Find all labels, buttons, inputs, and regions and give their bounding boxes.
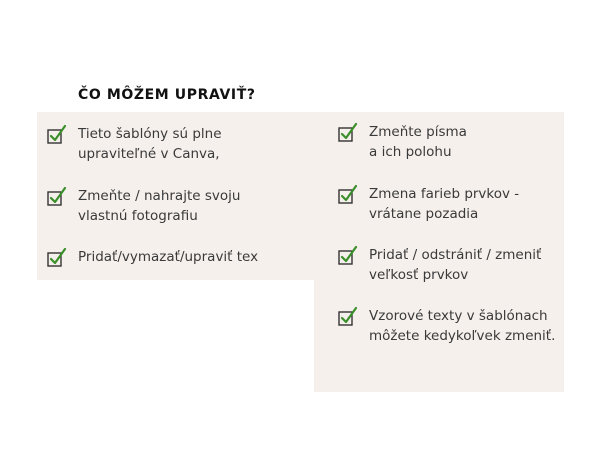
- item-line: Pridať/vymazať/upraviť tex: [78, 249, 259, 265]
- item-line: Vzorové texty v šablónach: [369, 308, 548, 324]
- item-line: veľkosť prvkov: [369, 267, 469, 283]
- check-box-icon: [337, 184, 359, 206]
- item-line: Zmeňte písma: [369, 124, 467, 140]
- item-line: Zmeňte / nahrajte svoju: [78, 188, 241, 204]
- feature-item-text: [369, 184, 519, 224]
- feature-item-text: [369, 122, 467, 162]
- feature-item-text: [78, 124, 222, 164]
- check-box-icon: [337, 122, 359, 144]
- check-box-icon: [46, 247, 68, 269]
- item-line: vrátane pozadia: [369, 206, 479, 222]
- item-line: a ich polohu: [369, 144, 452, 160]
- item-line: Zmena farieb prvkov -: [369, 186, 520, 202]
- feature-item-text: [78, 247, 258, 267]
- item-line: môžete kedykoľvek zmeniť.: [369, 328, 556, 344]
- item-line: Tieto šablóny sú plne: [78, 126, 222, 142]
- check-box-icon: [337, 245, 359, 267]
- check-box-icon: [46, 124, 68, 146]
- feature-item-text: [369, 245, 541, 285]
- item-line: Pridať / odstrániť / zmeniť: [369, 247, 542, 263]
- check-box-icon: [46, 186, 68, 208]
- feature-item-text: [369, 306, 555, 346]
- item-line: upraviteľné v Canva,: [78, 146, 220, 162]
- feature-item-text: [78, 186, 240, 226]
- item-line: vlastnú fotografiu: [78, 208, 198, 224]
- page-title: ČO MÔŽEM UPRAVIŤ?: [78, 87, 256, 103]
- check-box-icon: [337, 306, 359, 328]
